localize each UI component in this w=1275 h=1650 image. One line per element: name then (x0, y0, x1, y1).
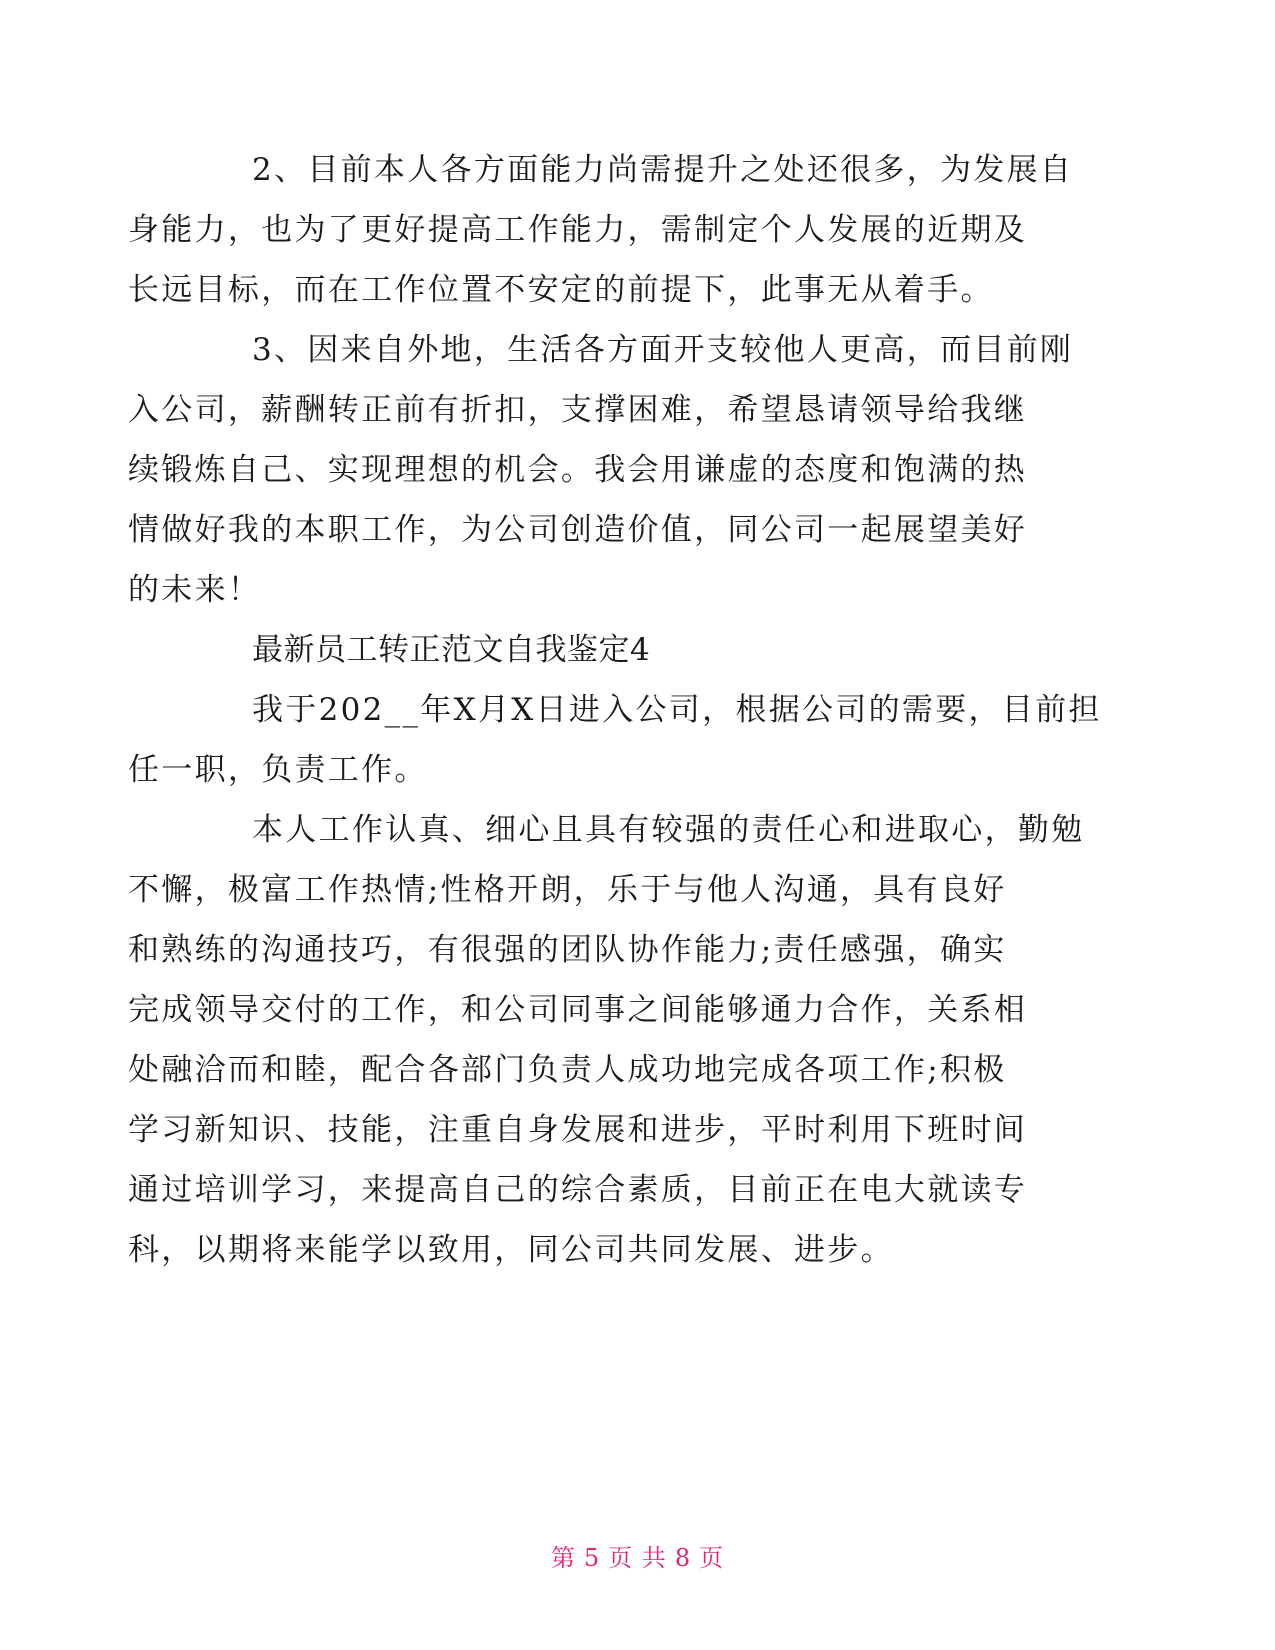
text-line: 处融洽而和睦，配合各部门负责人成功地完成各项工作;积极 (128, 1052, 1007, 1088)
text-line: 和熟练的沟通技巧，有很强的团队协作能力;责任感强，确实 (128, 932, 1007, 968)
paragraph-point-2 (128, 140, 1085, 320)
text-line: 完成领导交付的工作，和公司同事之间能够通力合作，关系相 (128, 992, 1028, 1028)
text-line: 身能力，也为了更好提高工作能力，需制定个人发展的近期及 (128, 212, 1028, 248)
text-line: 入公司，薪酬转正前有折扣，支撑困难，希望恳请领导给我继 (128, 392, 1028, 428)
footer-suffix: 页 (699, 1544, 725, 1572)
footer-total-pages: 8 (674, 1544, 692, 1572)
footer-page-number: 5 (583, 1544, 601, 1572)
text-line: 我于202__年X月X日进入公司，根据公司的需要，目前担 (252, 692, 1102, 728)
text-line: 续锻炼自己、实现理想的机会。我会用谦虚的态度和饱满的热 (128, 452, 1028, 488)
text-line: 通过培训学习，来提高自己的综合素质，目前正在电大就读专 (128, 1172, 1028, 1208)
document-body (128, 140, 1102, 1280)
paragraph-entry-date (128, 680, 1102, 800)
text-line: 2、目前本人各方面能力尚需提升之处还很多，为发展自 (252, 152, 1074, 188)
text-line: 任一职，负责工作。 (128, 752, 428, 788)
text-line: 3、因来自外地，生活各方面开支较他人更高，而目前刚 (252, 332, 1074, 368)
text-line: 科，以期将来能学以致用，同公司共同发展、进步。 (128, 1232, 894, 1268)
text-line: 情做好我的本职工作，为公司创造价值，同公司一起展望美好 (128, 512, 1028, 548)
page-footer (0, 1538, 1275, 1573)
footer-middle: 页 共 (608, 1544, 667, 1572)
text-line: 的未来！ (128, 572, 262, 608)
paragraph-self-assessment (128, 800, 1085, 1280)
footer-prefix: 第 (550, 1544, 576, 1572)
paragraph-point-3 (128, 320, 1085, 620)
section-heading: 最新员工转正范文自我鉴定4 (252, 632, 651, 668)
text-line: 不懈，极富工作热情;性格开朗，乐于与他人沟通，具有良好 (128, 872, 1007, 908)
text-line: 本人工作认真、细心且具有较强的责任心和进取心，勤勉 (252, 812, 1085, 848)
text-line: 长远目标，而在工作位置不安定的前提下，此事无从着手。 (128, 272, 994, 308)
text-line: 学习新知识、技能，注重自身发展和进步，平时利用下班时间 (128, 1112, 1028, 1148)
